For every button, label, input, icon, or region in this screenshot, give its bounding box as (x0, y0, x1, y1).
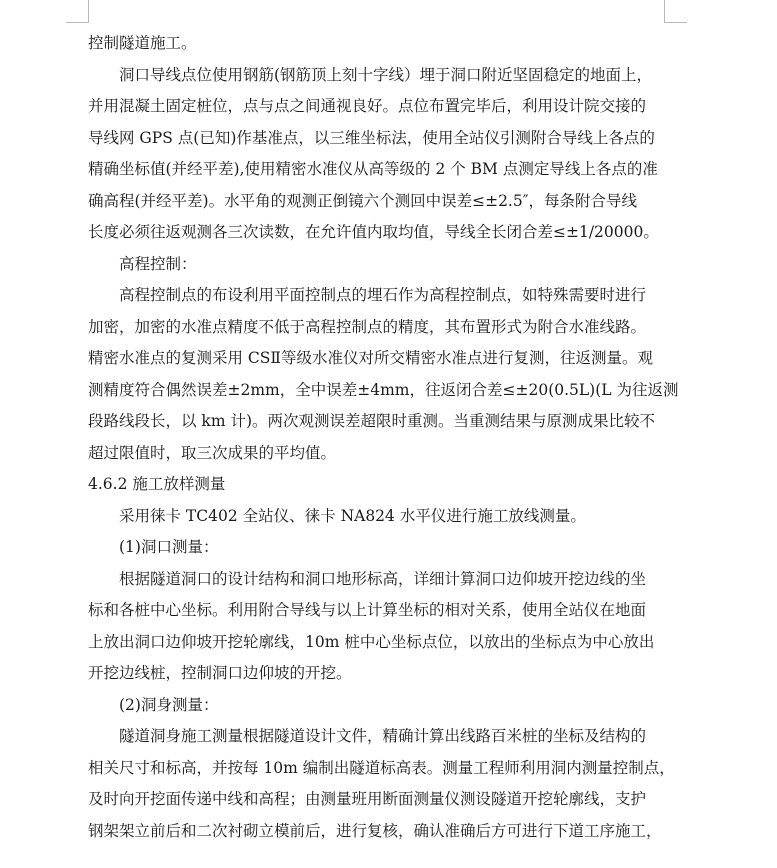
margin-corner-mark-top-left (66, 0, 89, 23)
text-line: 钢架架立前后和二次衬砌立模前后，进行复核，确认准确后方可进行下道工序施工， (88, 821, 662, 840)
section-heading-4-6-2: 4.6.2 施工放样测量 (88, 475, 226, 493)
text-line: 长度必须往返观测各三次读数，在允许值内取均值，导线全长闭合差≤±1/20000。 (88, 223, 659, 241)
text-line: 相关尺寸和标高，并按每 10m 编制出隧道标高表。测量工程师利用洞内测量控制点， (88, 758, 675, 777)
paragraph-start-line: 洞口导线点位使用钢筋(钢筋顶上刻十字线）埋于洞口附近坚固稳定的地面上， (119, 65, 653, 84)
text-line: 开挖边线桩，控制洞口边仰坡的开挖。 (88, 664, 352, 682)
text-line: 超过限值时，取三次成果的平均值。 (88, 443, 337, 462)
document-body (88, 28, 679, 847)
text-line: 导线网 GPS 点(已知)作基准点，以三维坐标法，使用全站仪引测附合导线上各点的 (88, 128, 655, 147)
paragraph-start-line: 隧道洞身施工测量根据隧道设计文件，精确计算出线路百米桩的坐标及结构的 (119, 727, 647, 745)
text-line: 上放出洞口边仰坡开挖轮廓线，10m 桩中心坐标点位，以放出的坐标点为中心放出 (88, 632, 655, 651)
text-line: 精密水准点的复测采用 CSⅡ等级水准仪对所交精密水准点进行复测，往返测量。观 (88, 349, 653, 367)
paragraph-start-line: 根据隧道洞口的设计结构和洞口地形标高，详细计算洞口边仰坡开挖边线的坐 (119, 569, 647, 588)
paragraph-start-line: 采用徕卡 TC402 全站仪、徕卡 NA824 水平仪进行施工放线测量。 (119, 506, 586, 525)
subheading-elevation-control: 高程控制： (119, 254, 197, 273)
text-line: 控制隧道施工。 (88, 34, 197, 52)
text-line: 确高程(并经平差)。水平角的观测正倒镜六个测回中误差≤±2.5″，每条附合导线 (88, 191, 638, 210)
paragraph-start-line: 高程控制点的布设利用平面控制点的埋石作为高程控制点，如特殊需要时进行 (119, 286, 647, 304)
subheading-tunnel-body-survey: (2)洞身测量： (119, 695, 219, 714)
text-line: 加密，加密的水准点精度不低于高程控制点的精度，其布置形式为附合水准线路。 (88, 317, 647, 336)
text-line: 测精度符合偶然误差±2mm，全中误差±4mm，往返闭合差≤±20(0.5L)(L 为往返测 (88, 380, 679, 399)
subheading-portal-survey: (1)洞口测量： (119, 538, 219, 556)
text-line: 并用混凝土固定桩位，点与点之间通视良好。点位布置完毕后，利用设计院交接的 (88, 97, 647, 115)
text-line: 及时向开挖面传递中线和高程；由测量班用断面测量仪测设隧道开挖轮廓线，支护 (88, 790, 647, 808)
text-line: 标和各桩中心坐标。利用附合导线与以上计算坐标的相对关系，使用全站仪在地面 (88, 601, 647, 619)
text-line: 精确坐标值(并经平差),使用精密水准仪从高等级的 2 个 BM 点测定导线上各点的准 (88, 160, 658, 178)
text-line: 段路线段长，以 km 计)。两次观测误差超限时重测。当重测结果与原测成果比较不 (88, 412, 655, 430)
margin-corner-mark-top-right (664, 0, 687, 23)
